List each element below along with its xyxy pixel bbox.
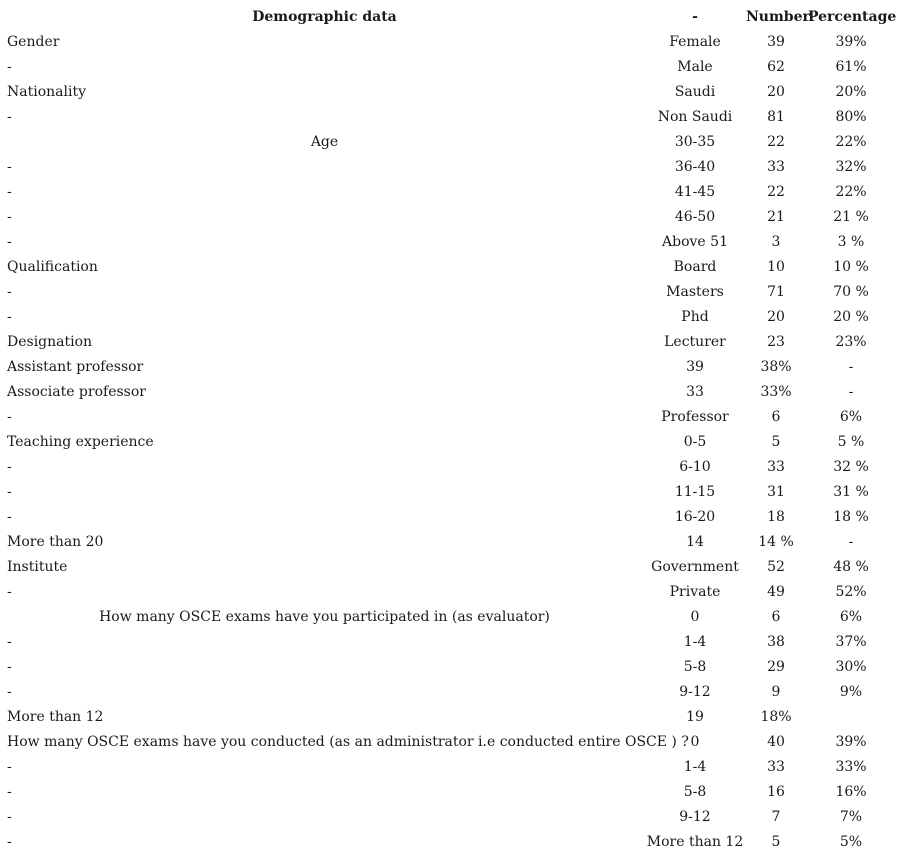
row-label: Assistant professor [7,359,144,375]
header-demographic-data: Demographic data [252,9,397,25]
table-row [0,180,898,205]
row-category: 0-5 [683,434,707,450]
row-number: 52 [767,559,785,575]
row-percentage: 23% [835,334,867,350]
table-row [0,705,898,730]
row-number: 39 [767,34,785,50]
row-number: 3 [771,234,781,250]
row-number: 10 [767,259,785,275]
row-category: 39 [686,359,704,375]
row-category: More than 12 [646,834,744,850]
row-percentage: 33% [835,759,867,775]
row-category: 33 [686,384,704,400]
row-percentage: 37% [835,634,867,650]
row-percentage: 80% [835,109,867,125]
row-percentage: 3 % [837,234,865,250]
table-row [0,330,898,355]
row-percentage: 21 % [833,209,869,225]
row-label: - [7,159,12,175]
row-label: More than 20 [7,534,104,550]
row-label: Age [310,134,339,150]
table-row [0,105,898,130]
row-category: 30-35 [674,134,716,150]
row-label: Gender [7,34,60,50]
row-number: 5 [771,434,781,450]
row-percentage: 10 % [833,259,869,275]
row-number: 6 [771,609,781,625]
row-number: 38% [760,359,792,375]
table-row [0,355,898,380]
row-percentage: 32% [835,159,867,175]
row-label: - [7,484,12,500]
row-category: 6-10 [679,459,711,475]
row-percentage: 6% [839,409,863,425]
table-row [0,530,898,555]
row-category: 0 [690,734,700,750]
row-label: More than 12 [7,709,104,725]
row-label: Institute [7,559,68,575]
row-category: Non Saudi [657,109,733,125]
row-category: 11-15 [674,484,716,500]
row-number: 62 [767,59,785,75]
row-label: - [7,809,12,825]
table-row [0,730,898,755]
row-percentage: 5 % [837,434,865,450]
row-category: 9-12 [679,809,711,825]
row-category: 9-12 [679,684,711,700]
row-label: Qualification [7,259,98,275]
row-percentage: 5% [839,834,863,850]
row-number: 33 [767,459,785,475]
row-label: - [7,309,12,325]
row-number: 18% [760,709,792,725]
table-row [0,430,898,455]
row-category: Saudi [674,84,716,100]
row-number: 29 [767,659,785,675]
row-percentage: 22% [835,134,867,150]
row-label: - [7,234,12,250]
row-number: 33 [767,159,785,175]
row-label: - [7,459,12,475]
header-percentage: Percentage [808,9,897,25]
table-row [0,505,898,530]
row-percentage: - [848,359,854,375]
table-row [0,155,898,180]
row-label: How many OSCE exams have you conducted (as an administrator i.e conducted entire OSCE ) ? [7,734,689,750]
header-number: Number [746,9,810,25]
row-number: 14 % [758,534,794,550]
row-percentage: 31 % [833,484,869,500]
row-label: - [7,409,12,425]
row-label: - [7,759,12,775]
row-category: Professor [661,409,729,425]
table-row [0,55,898,80]
row-category: 0 [690,609,700,625]
row-label: - [7,684,12,700]
table-row [0,305,898,330]
row-number: 31 [767,484,785,500]
table-row [0,580,898,605]
row-number: 20 [767,309,785,325]
row-percentage: 6% [839,609,863,625]
row-category: 16-20 [674,509,716,525]
table-row [0,655,898,680]
row-label: Teaching experience [7,434,154,450]
table-row [0,605,898,630]
row-label: - [7,584,12,600]
row-category: 5-8 [683,659,707,675]
row-label: - [7,784,12,800]
row-number: 49 [767,584,785,600]
row-percentage: 22% [835,184,867,200]
row-number: 33% [760,384,792,400]
table-row [0,80,898,105]
row-label: - [7,659,12,675]
row-number: 81 [767,109,785,125]
row-number: 33 [767,759,785,775]
row-percentage: 20% [835,84,867,100]
row-category: Board [673,259,717,275]
table-row [0,830,898,855]
row-label: - [7,834,12,850]
row-label: - [7,109,12,125]
table-row [0,455,898,480]
row-category: 41-45 [674,184,716,200]
row-percentage: 18 % [833,509,869,525]
row-percentage: 48 % [833,559,869,575]
row-label: - [7,509,12,525]
table-row [0,680,898,705]
row-percentage: 32 % [833,459,869,475]
table-row [0,555,898,580]
row-percentage: 70 % [833,284,869,300]
row-category: Male [677,59,713,75]
row-category: Above 51 [662,234,728,250]
table-row [0,405,898,430]
row-percentage: - [848,384,854,400]
table-row [0,280,898,305]
row-label: Nationality [7,84,86,100]
row-category: Private [669,584,721,600]
row-category: 36-40 [674,159,716,175]
header-category: - [692,9,698,25]
row-label: - [7,59,12,75]
row-category: 5-8 [683,784,707,800]
row-category: 1-4 [683,634,707,650]
table-row [0,130,898,155]
row-number: 21 [767,209,785,225]
row-category: Masters [666,284,724,300]
row-category: 46-50 [674,209,716,225]
row-number: 22 [767,184,785,200]
row-percentage: 16% [835,784,867,800]
row-number: 40 [767,734,785,750]
table-row [0,205,898,230]
row-percentage: 61% [835,59,867,75]
row-category: 19 [686,709,704,725]
table-body [0,30,898,855]
table-row [0,380,898,405]
table-row [0,630,898,655]
row-percentage: 30% [835,659,867,675]
table-header-row [0,5,898,30]
row-percentage: 52% [835,584,867,600]
row-label: - [7,634,12,650]
row-category: Lecturer [664,334,726,350]
row-number: 7 [771,809,781,825]
row-label: How many OSCE exams have you participated in (as evaluator) [99,609,550,625]
table-row [0,230,898,255]
row-number: 6 [771,409,781,425]
row-percentage: 39% [835,734,867,750]
row-label: Designation [7,334,93,350]
row-category: 14 [686,534,704,550]
table-row [0,480,898,505]
row-number: 18 [767,509,785,525]
row-percentage: 9% [839,684,863,700]
table-row [0,755,898,780]
table-row [0,255,898,280]
row-category: Government [651,559,739,575]
row-category: Female [669,34,721,50]
row-number: 5 [771,834,781,850]
row-number: 23 [767,334,785,350]
row-number: 9 [771,684,781,700]
row-number: 22 [767,134,785,150]
row-label: - [7,284,12,300]
row-percentage: - [848,534,854,550]
table-row [0,805,898,830]
row-percentage: 39% [835,34,867,50]
row-number: 16 [767,784,785,800]
row-category: Phd [681,309,709,325]
row-number: 71 [767,284,785,300]
row-label: Associate professor [7,384,146,400]
row-label: - [7,184,12,200]
demographic-table [0,5,898,855]
row-category: 1-4 [683,759,707,775]
row-label: - [7,209,12,225]
table-row [0,780,898,805]
row-number: 20 [767,84,785,100]
row-number: 38 [767,634,785,650]
row-percentage: 7% [839,809,863,825]
row-percentage: 20 % [833,309,869,325]
table-row [0,30,898,55]
